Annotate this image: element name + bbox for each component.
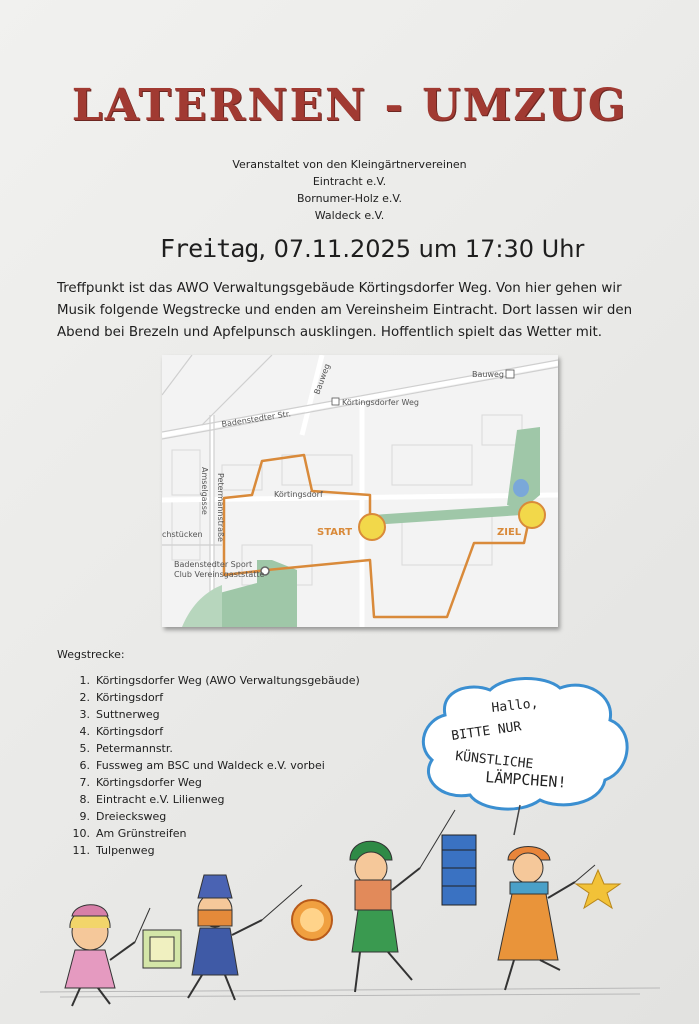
map-ziel-label: ZIEL: [497, 527, 522, 538]
map-label-petermannstr: Petermannstraße: [216, 473, 225, 542]
child-orange-illustration: [498, 847, 620, 991]
speech-line-4: LÄMPCHEN!: [484, 768, 568, 792]
map-label-koertingsdorfer-weg: Körtingsdorfer Weg: [342, 398, 419, 407]
list-item-number: 10.: [72, 827, 90, 840]
map-label-bsc-1: Badenstedter Sport: [174, 560, 253, 569]
map-label-bauweg-diag: Bauweg: [312, 362, 332, 396]
list-item-text: Am Grünstreifen: [96, 827, 187, 840]
list-item-number: 2.: [79, 691, 90, 704]
map-label-chstuecken: chstücken: [162, 530, 203, 539]
event-date: [160, 234, 584, 263]
map-start-label: START: [317, 527, 353, 538]
map-label-amselgasse: Amselgasse: [200, 467, 209, 515]
list-item-number: 1.: [79, 674, 90, 687]
list-item-number: 5.: [79, 742, 90, 755]
event-date-time: , 07.11.2025 um 17:30 Uhr: [258, 235, 585, 263]
list-item-number: 11.: [72, 844, 90, 857]
list-item-number: 7.: [79, 776, 90, 789]
organizers-line: Veranstaltet von den Kleingärtnervereinen: [232, 158, 467, 171]
list-item-text: Fussweg am BSC und Waldeck e.V. vorbei: [96, 759, 325, 772]
organizers-line: Eintracht e.V.: [312, 175, 387, 188]
child-green-illustration: [350, 810, 476, 992]
list-item-text: Eintracht e.V. Lilienweg: [96, 793, 225, 806]
list-item-text: Körtingsdorf: [96, 691, 164, 704]
route-list-title: Wegstrecke:: [57, 648, 125, 661]
child-blue-illustration: [188, 875, 332, 1000]
list-item-number: 4.: [79, 725, 90, 738]
event-day: Freitag: [160, 234, 259, 263]
map-label-badenstedter-str: Badenstedter Str.: [220, 409, 292, 429]
route-map: [162, 355, 558, 627]
list-item-text: Petermannstr.: [96, 742, 173, 755]
intro-text: Treffpunkt ist das AWO Verwaltungsgebäude Körtingsdorfer Weg. Von hier gehen wir Musik folgende Wegstrecke und enden am Vereinsheim Eintracht. Dort lassen wir den Abend bei Brezeln und Apfelpunsch ausklingen. Hoffentlich spielt das Wetter mit.: [57, 281, 633, 340]
organizers-line: Bornumer-Holz e.V.: [296, 192, 402, 205]
list-item-text: Körtingsdorfer Weg: [96, 776, 202, 789]
speech-line-3: KÜNSTLICHE: [454, 749, 535, 773]
list-item-text: Körtingsdorfer Weg (AWO Verwaltungsgebäude): [96, 674, 360, 687]
map-label-bauweg: Bauweg: [472, 370, 505, 379]
list-item-number: 3.: [79, 708, 90, 721]
organizers: [0, 156, 699, 224]
list-item-text: Dreiecksweg: [96, 810, 167, 823]
list-item-text: Suttnerweg: [96, 708, 160, 721]
lantern-children-illustration: [0, 670, 699, 1024]
list-item-text: Tulpenweg: [96, 844, 155, 857]
route-map-svg: [162, 355, 558, 627]
list-item-number: 9.: [79, 810, 90, 823]
list-item-text: Körtingsdorf: [96, 725, 164, 738]
speech-line-1: Hallo,: [490, 696, 540, 716]
map-label-bsc-2: Club Vereinsgaststätte: [174, 570, 265, 579]
speech-line-2: BITTE NUR: [450, 719, 523, 744]
map-label-koertingsdorf: Körtingsdorf: [274, 490, 323, 499]
organizers-line: Waldeck e.V.: [314, 209, 385, 222]
list-item-number: 6.: [79, 759, 90, 772]
page-title: LATERNEN - UMZUG: [71, 80, 628, 131]
list-item-number: 8.: [79, 793, 90, 806]
